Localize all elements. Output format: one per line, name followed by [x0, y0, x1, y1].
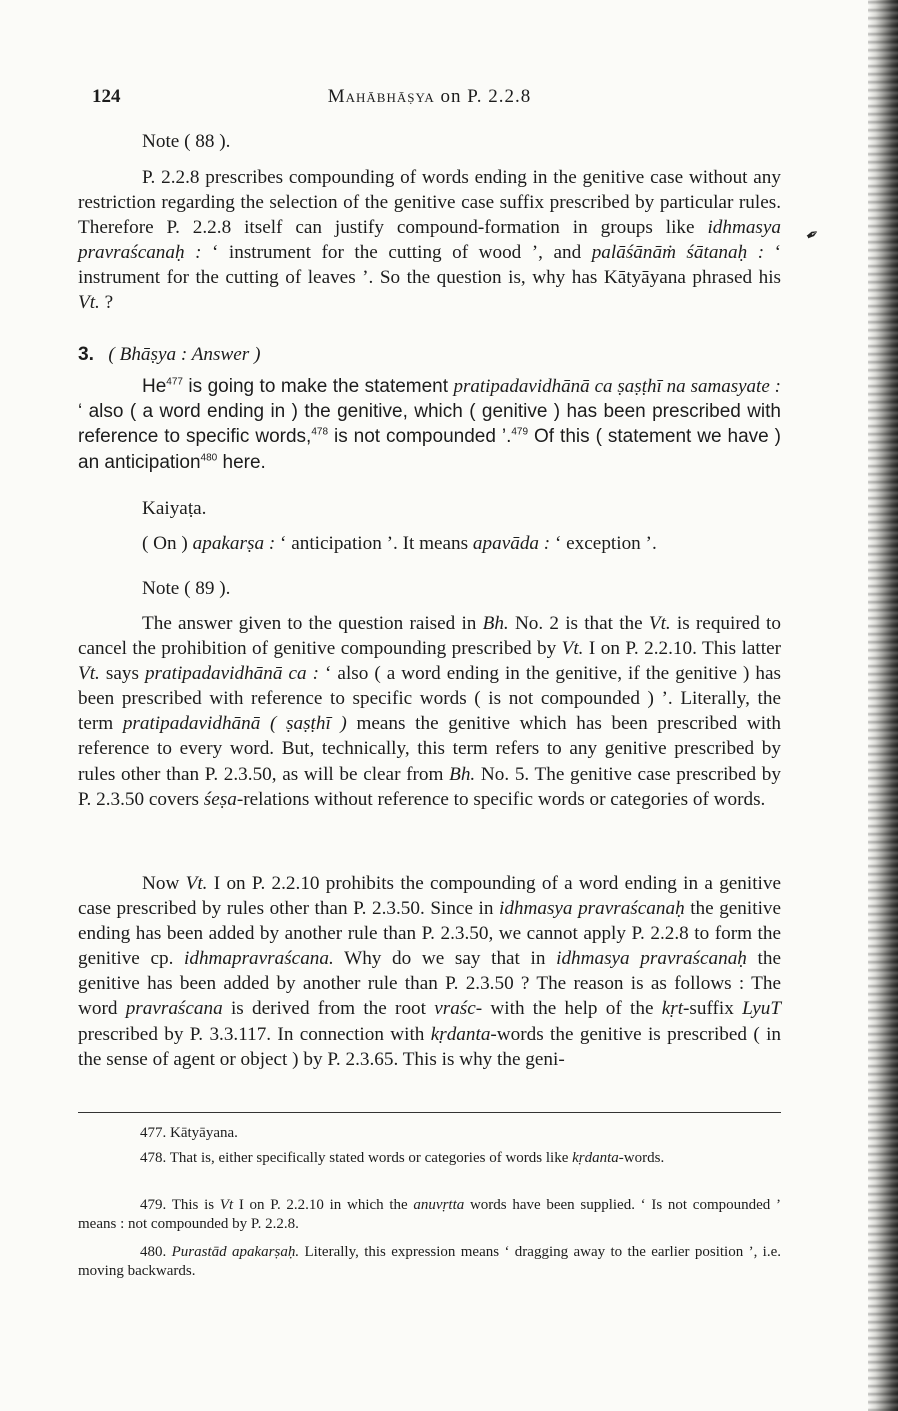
footnote-477: 477. Kātyāyana.	[140, 1125, 238, 1141]
footnote-479: 479. This is Vt I on P. 2.2.10 in which the anuvṛtta words have been supplied. ‘ Is not compounded ’ means : not compounded by P. 2.2.8.	[78, 1197, 781, 1232]
scan-edge-shadow	[868, 0, 898, 1411]
note-89-label: Note ( 89 ).	[142, 578, 231, 599]
footnote-divider	[78, 1112, 781, 1113]
section-3-heading	[78, 342, 781, 367]
page-header	[78, 86, 781, 110]
answer-paragraph: He$^{477}$ is going to make the statement pratipadavidhānā ca ṣaṣṭhī na samasyate : ‘ also ( a word ending in ) the genitive, which ( genitive ) has been prescribed with reference to specific words,$^{478}$ is not compounded ’.$^{479}$ Of this ( statement we have ) an anticipation$^{480}$ here.	[78, 376, 782, 473]
page-number: 124	[92, 86, 121, 107]
section-label: ( Bhāṣya : Answer )	[108, 344, 261, 365]
footnote-ref-480: 480	[200, 452, 218, 464]
kaiyata-gloss: ( On ) apakarṣa : ‘ anticipation ’. It means apavāda : ‘ exception ’.	[142, 533, 657, 554]
footnote-480: 480. Purastād apakarṣaḥ. Literally, this expression means ‘ dragging away to the earlier position ’, i.e. moving backwards.	[78, 1244, 782, 1279]
note-89-paragraph-1: The answer given to the question raised in Bh. No. 2 is that the Vt. is required to cancel the prohibition of genitive compounding prescribed by Vt. I on P. 2.2.10. This latter Vt. says pratipadavidhānā ca : ‘ also ( a word ending in the genitive, if the genitive ) has been prescribed with reference to specific words ( is not compounded ) ’. Literally, the term pratipadavidhānā ( ṣaṣṭhī ) means the genitive which has been prescribed with reference to every word. But, technically, this term refers to any genitive prescribed by rules other than P. 2.3.50, as will be clear from Bh. No. 5. The genitive case prescribed by P. 2.3.50 covers śeṣa-relations without reference to specific words or categories of words.	[78, 613, 782, 810]
footnote-ref-477: 477	[166, 376, 183, 388]
note-89-paragraph-2: Now Vt. I on P. 2.2.10 prohibits the compounding of a word ending in a genitive case prescribed by rules other than P. 2.3.50. Since in idhmasya pravraścanaḥ the genitive ending has been added by another rule than P. 2.3.50, we cannot apply P. 2.2.8 to form the genitive cp. idhmapravraścana. Why do we say that in idhmasya pravraścanaḥ the genitive has been added by another rule than P. 2.3.50 ? The reason is as follows : The word pravraścana is derived from the root vraśc- with the help of the kṛt-suffix LyuT prescribed by P. 3.3.117. In connection with kṛdanta-words the genitive is prescribed ( in the sense of agent or object ) by P. 2.3.65. This is why the geni-	[78, 873, 782, 1070]
footnote-478: 478. That is, either specifically stated words or categories of words like kṛdanta-words.	[140, 1150, 665, 1166]
section-number: 3.	[78, 344, 95, 365]
note-88-label: Note ( 88 ).	[142, 131, 231, 152]
kaiyata-label: Kaiyaṭa.	[142, 498, 207, 519]
running-head: Mahābhāṣya on P. 2.2.8	[327, 86, 532, 107]
note-88-paragraph: P. 2.2.8 prescribes compounding of words ending in the genitive case without any restriction regarding the selection of the genitive case suffix prescribed by particular rules. Therefore P. 2.2.8 itself can justify compound-formation in groups like idhmasya pravraścanaḥ : ‘ instrument for the cutting of wood ’, and palāśānāṁ śātanaḥ : ‘ instrument for the cutting of leaves ’. So the question is, why has Kātyāyana phrased his Vt. ?	[78, 167, 782, 314]
ink-blot-mark: ✒	[802, 224, 824, 247]
footnote-ref-478: 478	[311, 427, 329, 439]
footnote-ref-479: 479	[511, 427, 529, 439]
